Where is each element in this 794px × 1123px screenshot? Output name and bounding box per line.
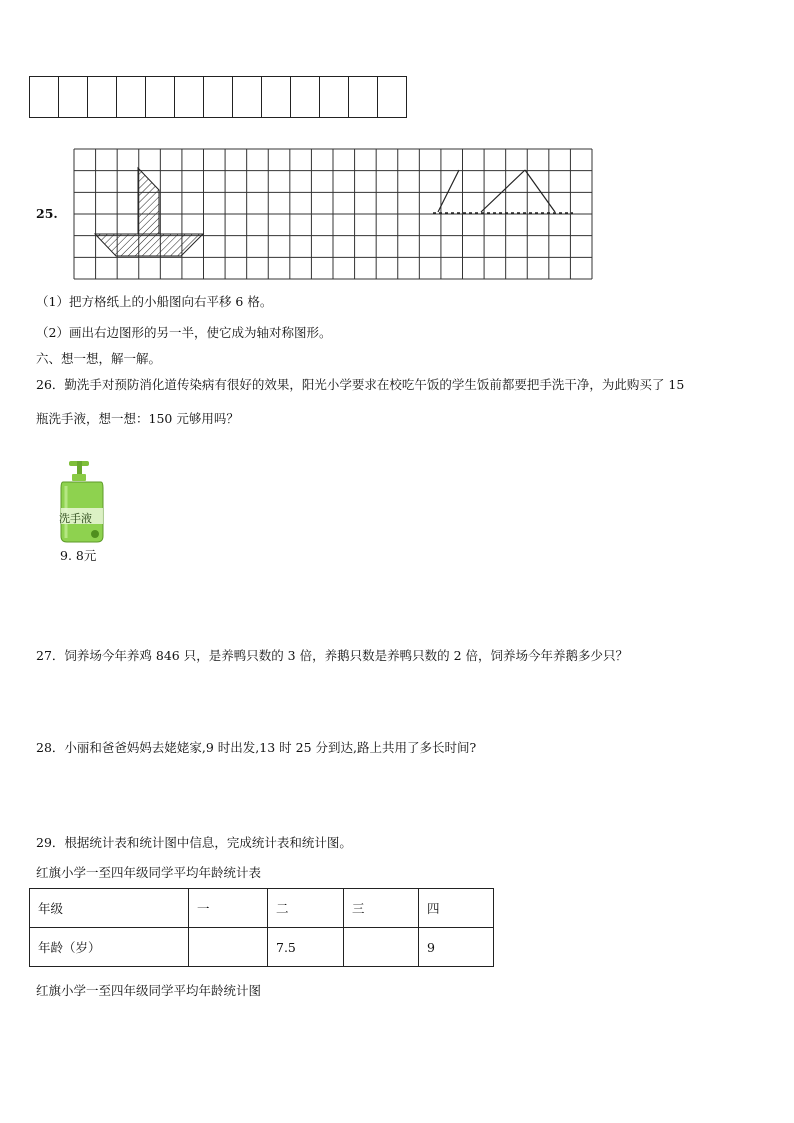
grid-paper[interactable]	[73, 148, 593, 282]
table-row	[30, 889, 494, 928]
table-cell: 年龄（岁）	[30, 928, 189, 967]
answer-box[interactable]	[146, 77, 175, 118]
hand-soap-bottle-image	[55, 458, 111, 546]
table-cell-blank[interactable]	[344, 928, 419, 967]
section-heading: 六、想一想，解一解。	[36, 351, 162, 366]
triangle-right-edge	[525, 170, 555, 212]
answer-box[interactable]	[30, 77, 59, 118]
instruction-2: （2）画出右边图形的另一半，使它成为轴对称图形。	[36, 325, 332, 340]
answer-box[interactable]	[88, 77, 117, 118]
boat-sail	[138, 168, 159, 234]
table-header-cell: 一	[189, 889, 268, 928]
table-cell: 7.5	[268, 928, 344, 967]
table-cell-blank[interactable]	[189, 928, 268, 967]
question-number: 25.	[36, 206, 58, 221]
table-header-cell: 年级	[30, 889, 189, 928]
answer-box[interactable]	[349, 77, 378, 118]
answer-box[interactable]	[262, 77, 291, 118]
answer-boxes	[29, 76, 407, 118]
bottle-label: 洗手液	[59, 512, 92, 525]
table-row	[30, 928, 494, 967]
answer-box[interactable]	[320, 77, 349, 118]
answer-box[interactable]	[291, 77, 320, 118]
answer-box[interactable]	[378, 77, 407, 118]
price-label: 9. 8元	[60, 548, 97, 563]
question-26-line2: 瓶洗手液，想一想：150 元够用吗？	[36, 411, 239, 426]
triangle-left-edge	[481, 170, 525, 212]
table-header-cell: 四	[419, 889, 494, 928]
question-26-line1: 26．勤洗手对预防消化道传染病有很好的效果，阳光小学要求在校吃午饭的学生饭前都要把手洗干净，为此购买了 15	[36, 377, 685, 392]
table-header-cell: 三	[344, 889, 419, 928]
question-27: 27．饲养场今年养鸡 846 只，是养鸭只数的 3 倍，养鹅只数是养鸭只数的 2 倍，饲养场今年养鹅多少只？	[36, 648, 629, 663]
answer-box[interactable]	[59, 77, 88, 118]
answer-box[interactable]	[233, 77, 262, 118]
question-28: 28．小丽和爸爸妈妈去姥姥家,9 时出发,13 时 25 分到达,路上共用了多长时间?	[36, 740, 477, 755]
chart-title: 红旗小学一至四年级同学平均年龄统计图	[36, 983, 262, 998]
question-29: 29．根据统计表和统计图中信息，完成统计表和统计图。	[36, 835, 352, 850]
table-header-cell: 二	[268, 889, 344, 928]
answer-box[interactable]	[204, 77, 233, 118]
boat-hull	[95, 234, 203, 256]
instruction-1: （1）把方格纸上的小船图向右平移 6 格。	[36, 294, 273, 309]
answer-box[interactable]	[117, 77, 146, 118]
statistics-table	[29, 888, 494, 967]
table-title: 红旗小学一至四年级同学平均年龄统计表	[36, 865, 262, 880]
table-cell: 9	[419, 928, 494, 967]
answer-box[interactable]	[175, 77, 204, 118]
